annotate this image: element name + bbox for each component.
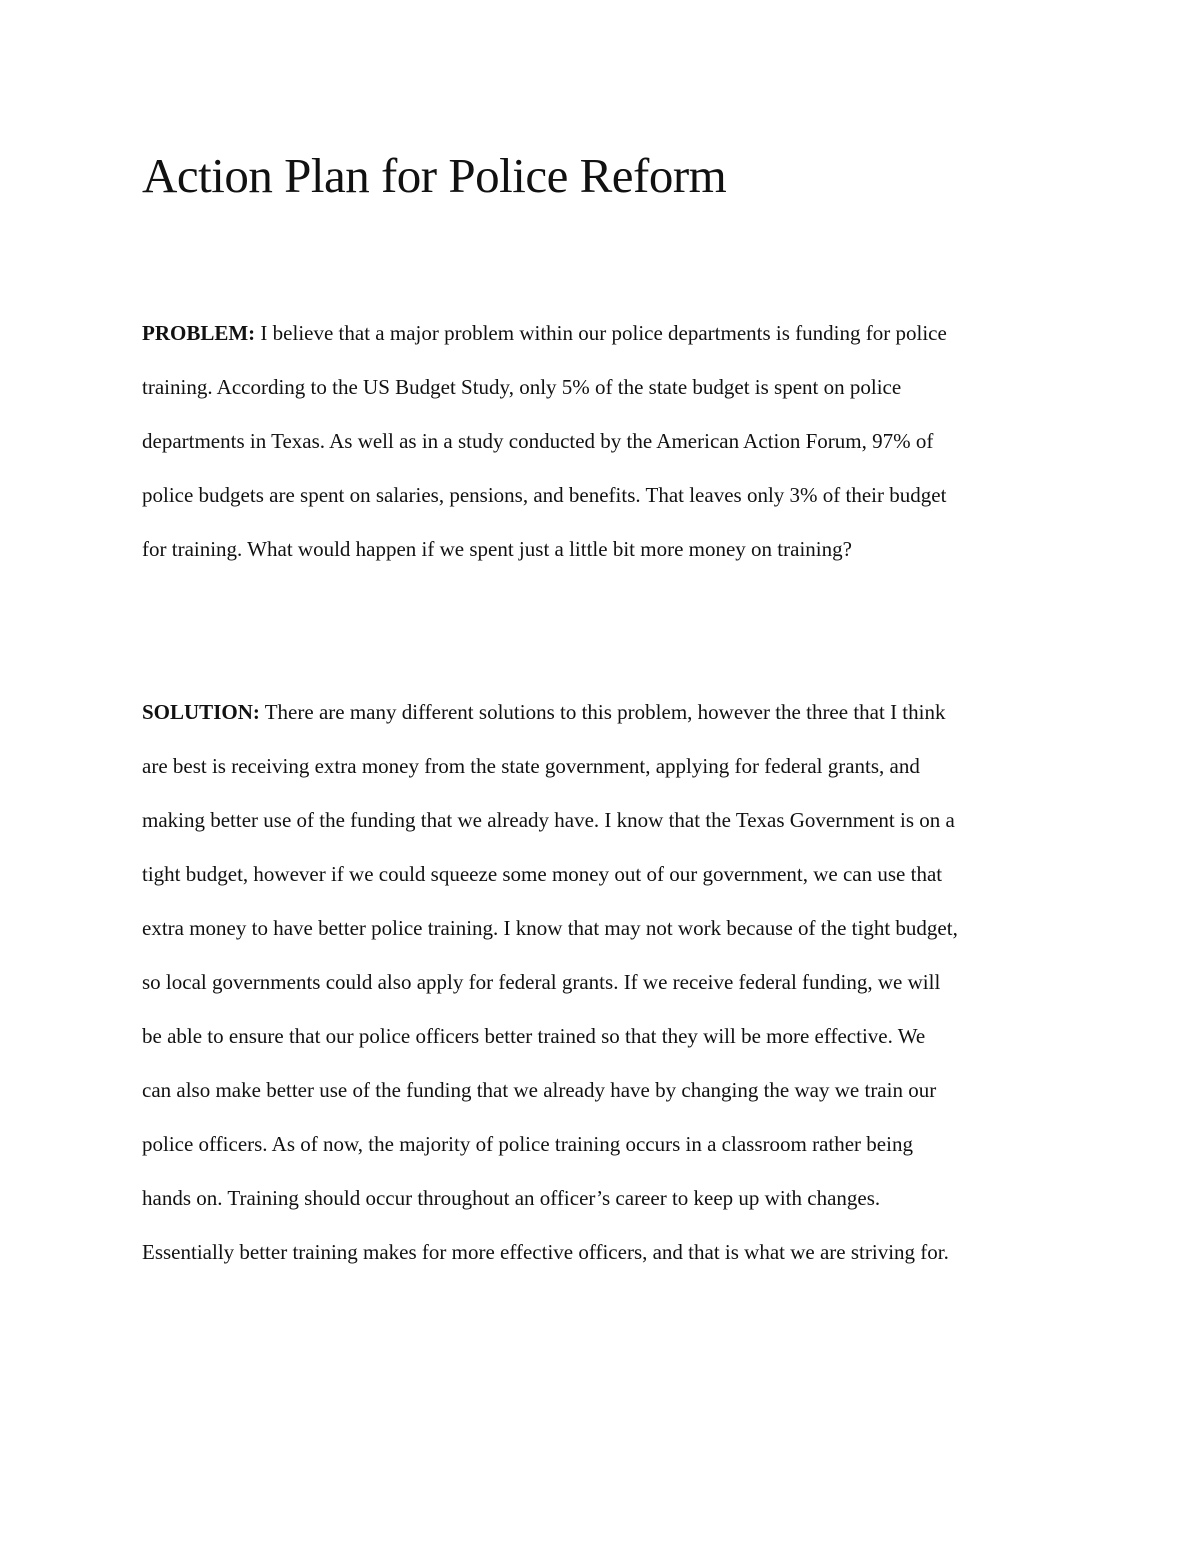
solution-line: be able to ensure that our police officers better trained so that they will be more effective. We (142, 1024, 926, 1048)
problem-paragraph (142, 306, 947, 576)
solution-line: can also make better use of the funding that we already have by changing the way we train our (142, 1078, 937, 1102)
problem-line (142, 306, 947, 360)
solution-paragraph (142, 685, 958, 1279)
solution-line: hands on. Training should occur throughout an officer’s career to keep up with changes. (142, 1186, 881, 1210)
solution-text: There are many different solutions to this problem, however the three that I think (259, 700, 946, 724)
problem-label: PROBLEM: (142, 321, 256, 345)
solution-line: making better use of the funding that we already have. I know that the Texas Government is on a (142, 808, 955, 832)
solution-line (142, 685, 958, 739)
problem-line: police budgets are spent on salaries, pensions, and benefits. That leaves only 3% of their budget (142, 483, 947, 507)
solution-line: tight budget, however if we could squeeze some money out of our government, we can use that (142, 862, 943, 886)
solution-label: SOLUTION: (142, 700, 260, 724)
problem-line: departments in Texas. As well as in a study conducted by the American Action Forum, 97% of (142, 429, 934, 453)
solution-line: police officers. As of now, the majority of police training occurs in a classroom rather being (142, 1132, 913, 1156)
solution-line: Essentially better training makes for more effective officers, and that is what we are striving for. (142, 1240, 949, 1264)
problem-line: for training. What would happen if we spent just a little bit more money on training? (142, 537, 852, 561)
document-title: Action Plan for Police Reform (142, 148, 727, 203)
solution-line: extra money to have better police training. I know that may not work because of the tight budget, (142, 916, 958, 940)
solution-line: so local governments could also apply for federal grants. If we receive federal funding, we will (142, 970, 941, 994)
problem-text: I believe that a major problem within our police departments is funding for police (255, 321, 947, 345)
solution-line: are best is receiving extra money from the state government, applying for federal grants, and (142, 754, 920, 778)
problem-line: training. According to the US Budget Study, only 5% of the state budget is spent on police (142, 375, 902, 399)
